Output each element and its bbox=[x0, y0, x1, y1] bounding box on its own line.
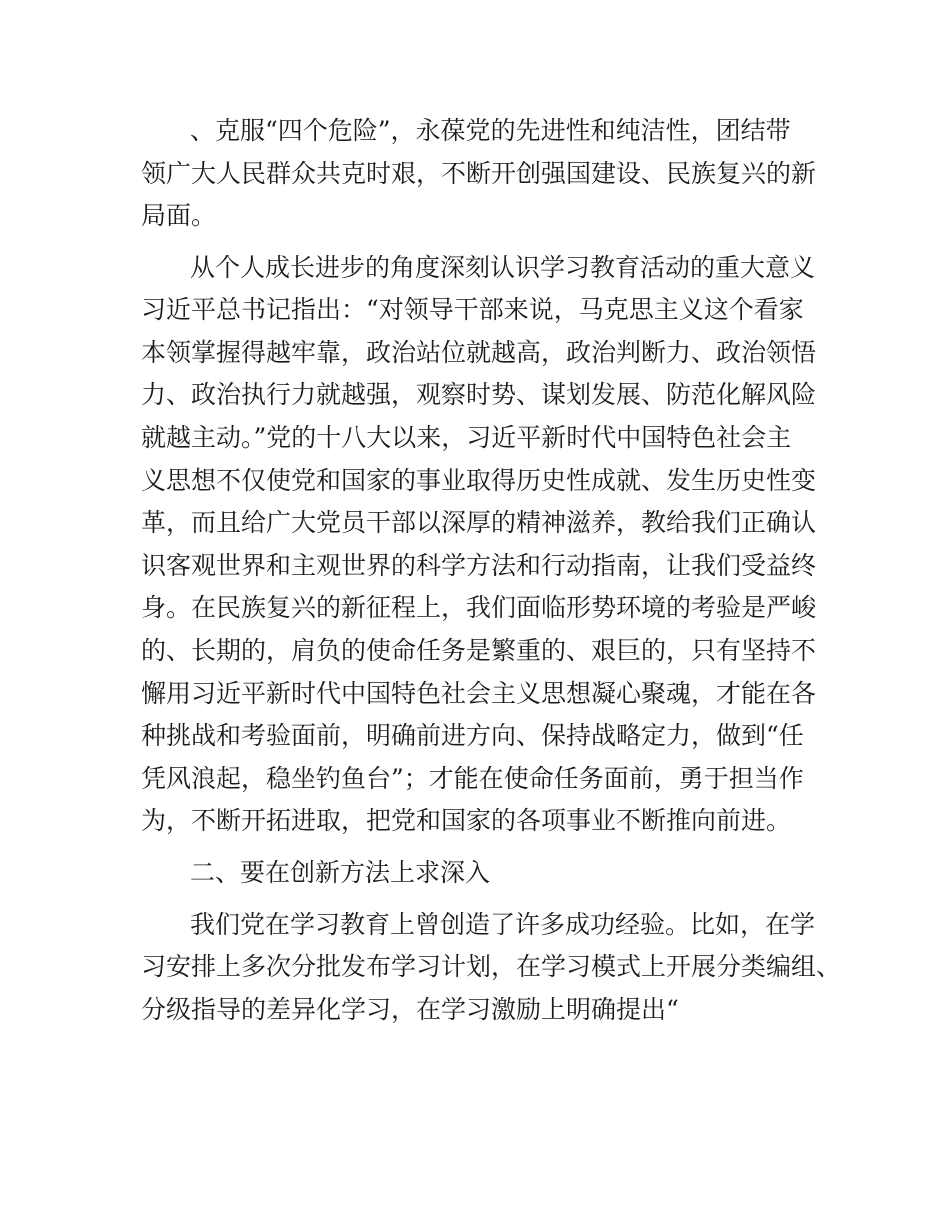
text-line-content: 局面。 bbox=[141, 201, 217, 230]
text-line-content: 种挑战和考验面前，明确前进方向、保持战略定力，做到“任 bbox=[141, 721, 804, 750]
text-line-content: 力、政治执行力就越强，观察时势、谋划发展、防范化解风险 bbox=[141, 380, 817, 409]
section-heading bbox=[0, 853, 950, 893]
text-line-content: 习近平总书记指出：“对领导干部来说，马克思主义这个看家 bbox=[141, 295, 804, 324]
text-line-content: 为，不断开拓进取，把党和国家的各项事业不断推向前进。 bbox=[141, 806, 792, 835]
text-line-content: 我们党在学习教育上曾创造了许多成功经验。比如，在学 bbox=[190, 910, 816, 939]
text-line-content: 二、要在创新方法上求深入 bbox=[190, 858, 491, 887]
text-line-content: 身。在民族复兴的新征程上，我们面临形势环境的考验是严峻 bbox=[141, 593, 817, 622]
text-line-content: 革，而且给广大党员干部以深厚的精神滋养，教给我们正确认 bbox=[141, 508, 817, 537]
text-line bbox=[0, 631, 950, 671]
text-line-content: 、克服“四个危险”，永葆党的先进性和纯洁性，团结带 bbox=[190, 116, 791, 145]
text-line-content: 分级指导的差异化学习，在学习激励上明确提出“ bbox=[141, 995, 679, 1024]
text-line bbox=[0, 674, 950, 714]
text-line bbox=[0, 801, 950, 841]
text-line bbox=[0, 196, 950, 236]
text-line-content: 懈用习近平新时代中国特色社会主义思想凝心聚魂，才能在各 bbox=[141, 679, 817, 708]
text-line-content: 领广大人民群众共克时艰，不断开创强国建设、民族复兴的新 bbox=[141, 159, 817, 188]
text-line-content: 凭风浪起，稳坐钓鱼台”；才能在使命任务面前，勇于担当作 bbox=[141, 764, 804, 793]
text-line bbox=[0, 375, 950, 415]
text-line bbox=[0, 461, 950, 501]
text-line bbox=[0, 333, 950, 373]
text-line bbox=[0, 990, 950, 1030]
text-line bbox=[0, 905, 950, 945]
text-line-content: 习安排上多次分批发布学习计划，在学习模式上开展分类编组、 bbox=[141, 952, 842, 981]
text-line-content: 识客观世界和主观世界的科学方法和行动指南，让我们受益终 bbox=[141, 551, 817, 580]
text-line bbox=[0, 947, 950, 987]
text-line bbox=[0, 154, 950, 194]
text-line bbox=[0, 546, 950, 586]
text-line-content: 义思想不仅使党和国家的事业取得历史性成就、发生历史性变 bbox=[141, 466, 817, 495]
text-line bbox=[0, 716, 950, 756]
text-line bbox=[0, 759, 950, 799]
text-line bbox=[0, 290, 950, 330]
text-line-content: 的、长期的，肩负的使命任务是繁重的、艰巨的，只有坚持不 bbox=[141, 636, 817, 665]
text-line bbox=[0, 503, 950, 543]
text-line bbox=[0, 588, 950, 628]
text-line-content: 从个人成长进步的角度深刻认识学习教育活动的重大意义 bbox=[190, 253, 816, 282]
text-line bbox=[0, 111, 950, 151]
text-line-content: 本领掌握得越牢靠，政治站位就越高，政治判断力、政治领悟 bbox=[141, 338, 817, 367]
text-line bbox=[0, 418, 950, 458]
text-line-content: 就越主动。”党的十八大以来，习近平新时代中国特色社会主 bbox=[141, 423, 792, 452]
text-line bbox=[0, 248, 950, 288]
